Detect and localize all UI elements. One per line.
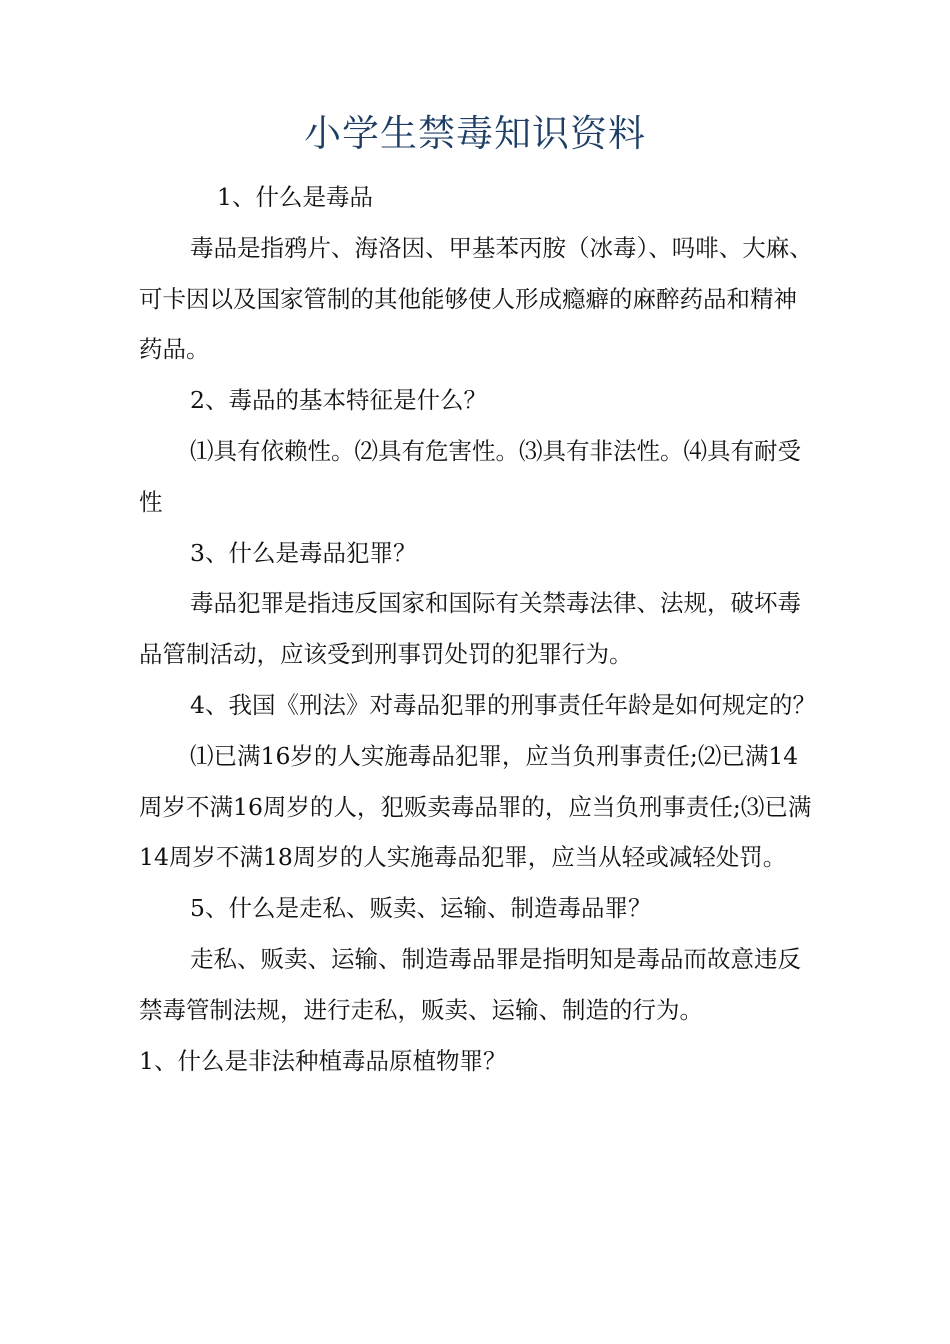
question-heading-5: 5、什么是走私、贩卖、运输、制造毒品罪？ — [190, 894, 652, 923]
document-title: 小学生禁毒知识资料 — [304, 112, 646, 155]
question-heading-1: 1、什么是毒品 — [217, 183, 373, 211]
question-heading-3: 3、什么是毒品犯罪？ — [190, 538, 417, 567]
document-body — [139, 172, 819, 1086]
answer-paragraph-2: ⑴具有依赖性。⑵具有危害性。⑶具有非法性。⑷具有耐受性 — [139, 436, 801, 516]
question-heading-6: 1、什么是非法种植毒品原植物罪？ — [139, 1046, 507, 1075]
question-heading-4: 4、我国《刑法》对毒品犯罪的刑事责任年龄是如何规定的？ — [190, 690, 816, 719]
question-heading-2: 2、毒品的基本特征是什么？ — [190, 386, 487, 415]
answer-paragraph-3: 毒品犯罪是指违反国家和国际有关禁毒法律、法规，破坏毒品管制活动，应该受到刑事罚处罚的犯罪行为。 — [139, 589, 801, 669]
answer-paragraph-1: 毒品是指鸦片、海洛因、甲基苯丙胺（冰毒）、吗啡、大麻、可卡因以及国家管制的其他能够使人形成瘾癖的麻醉药品和精神药品。 — [139, 233, 813, 364]
answer-paragraph-5: 走私、贩卖、运输、制造毒品罪是指明知是毒品而故意违反禁毒管制法规，进行走私，贩卖、运输、制造的行为。 — [139, 944, 801, 1024]
answer-paragraph-4: ⑴已满16岁的人实施毒品犯罪，应当负刑事责任;⑵已满14周岁不满16周岁的人，犯贩卖毒品罪的，应当负刑事责任;⑶已满14周岁不满18周岁的人实施毒品犯罪，应当从轻或减轻处罚。 — [139, 741, 812, 872]
